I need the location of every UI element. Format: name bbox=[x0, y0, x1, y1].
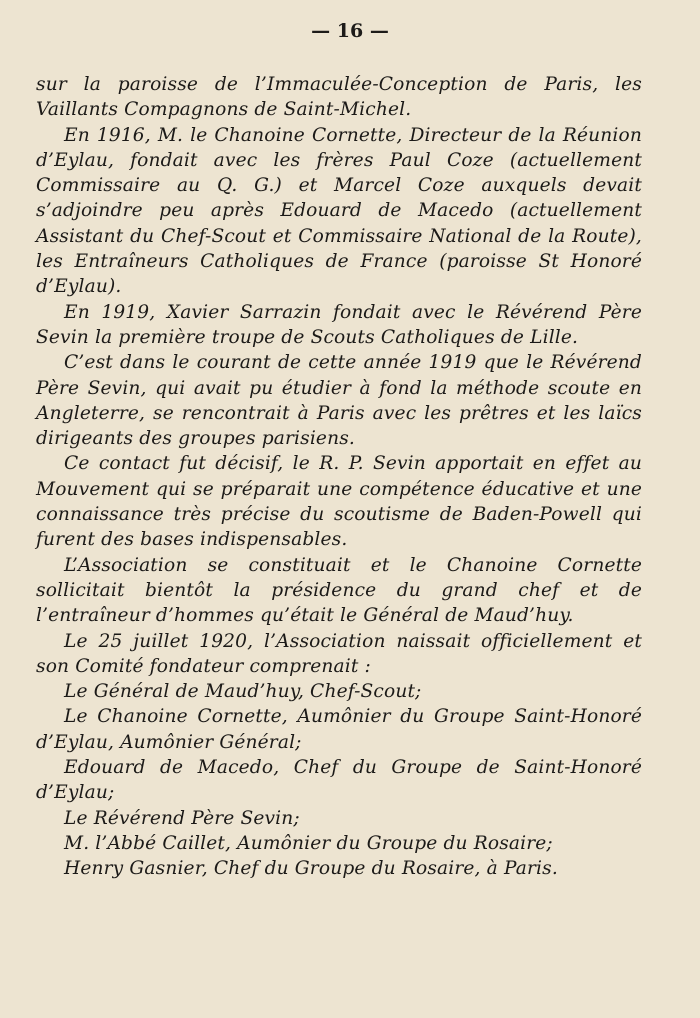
paragraph-sevin-meeting: C’est dans le courant de cette année 1919 que le Révérend Père Sevin, qui avait pu étudier à fond la méthode scoute en Angleterre, se rencontrait à Paris avec les prêtres et les laïcs dirigeants des groupes parisiens. bbox=[36, 352, 642, 450]
paragraph-1919-lille: En 1919, Xavier Sarrazin fondait avec le Révérend Père Sevin la première troupe de Scouts Catholiques de Lille. bbox=[36, 301, 642, 348]
committee-member-macedo: Edouard de Macedo, Chef du Groupe de Saint-Honoré d’Eylau; bbox=[36, 757, 642, 804]
paragraph-continuation: sur la paroisse de l’Immaculée-Conception de Paris, les Vaillants Compagnons de Saint-Michel. bbox=[36, 74, 642, 121]
committee-member-caillet: M. l’Abbé Caillet, Aumônier du Groupe du Rosaire; bbox=[64, 832, 553, 854]
paragraph-1916-foundation: En 1916, M. le Chanoine Cornette, Directeur de la Réunion d’Eylau, fondait avec les frères Paul Coze (actuellement Commissaire au Q. G.) et Marcel Coze auxquels devait s’adjoindre peu après Edouard de Macedo (actuellement Assistant du Chef-Scout et Commissaire National de la Route), les Entraîneurs Catholiques de France (paroisse St Honoré d’Eylau). bbox=[36, 124, 642, 298]
committee-member-sevin: Le Révérend Père Sevin; bbox=[64, 807, 300, 829]
committee-member-cornette: Le Chanoine Cornette, Aumônier du Groupe Saint-Honoré d’Eylau, Aumônier Général; bbox=[36, 706, 642, 753]
paragraph-official-birth: Le 25 juillet 1920, l’Association naissait officiellement et son Comité fondateur comprenait : bbox=[36, 630, 642, 677]
paragraph-association-constituted: L’Association se constituait et le Chanoine Cornette sollicitait bientôt la présidence du grand chef et de l’entraîneur d’hommes qu’était le Général de Maud’huy. bbox=[36, 554, 642, 627]
paragraph-decisive-contact: Ce contact fut décisif, le R. P. Sevin apportait en effet au Mouvement qui se préparait une compétence éducative et une connaissance très précise du scoutisme de Baden-Powell qui furent des bases indispensables. bbox=[36, 453, 642, 551]
committee-member-gasnier: Henry Gasnier, Chef du Groupe du Rosaire, à Paris. bbox=[64, 858, 558, 880]
page-number: — 16 — bbox=[311, 20, 389, 42]
body-text bbox=[36, 72, 642, 882]
committee-member-maudhuy: Le Général de Maud’huy, Chef-Scout; bbox=[64, 681, 422, 703]
